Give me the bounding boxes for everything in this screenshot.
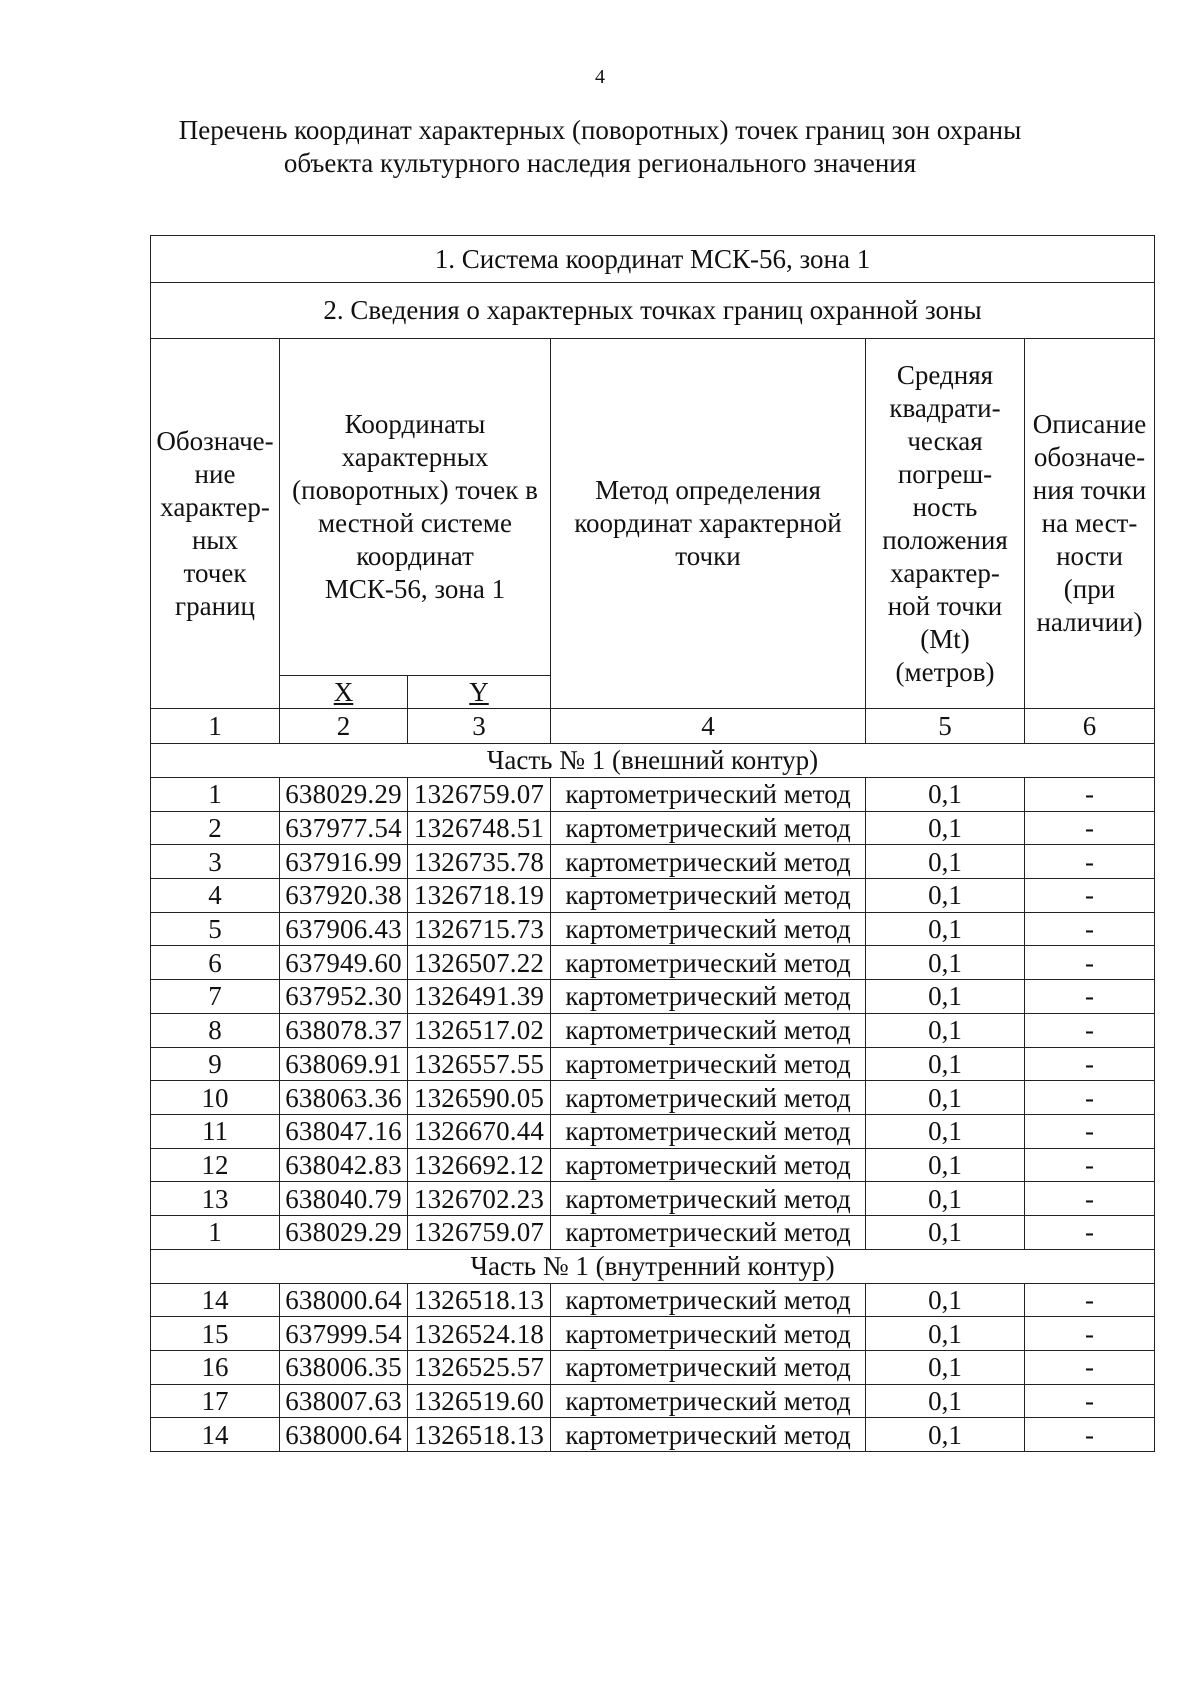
header-line: ния точки: [1032, 475, 1147, 505]
mean-error-cell: 0,1: [866, 1047, 1025, 1081]
method-cell: картометрический метод: [551, 845, 866, 879]
mean-error-cell: 0,1: [866, 811, 1025, 845]
table-row: [151, 946, 1155, 980]
x-coordinate-cell: 637999.54: [280, 1317, 408, 1351]
y-coordinate-cell: 1326518.13: [408, 1418, 551, 1452]
point-id-cell: 7: [151, 980, 280, 1014]
y-coordinate-cell: 1326759.07: [408, 1215, 551, 1249]
y-coordinate-cell: 1326524.18: [408, 1317, 551, 1351]
header-line: (при: [1063, 574, 1116, 604]
header-line: координат: [356, 541, 474, 571]
mean-error-cell: 0,1: [866, 879, 1025, 913]
mean-error-cell: 0,1: [866, 778, 1025, 812]
header-line: (поворотных) точек в: [292, 475, 538, 505]
mean-error-cell: 0,1: [866, 1148, 1025, 1182]
header-point-designation: [151, 339, 280, 709]
header-line: МСК-56, зона 1: [324, 574, 506, 604]
y-coordinate-cell: 1326518.13: [408, 1283, 551, 1317]
mean-error-cell: 0,1: [866, 1182, 1025, 1216]
point-id-cell: 4: [151, 879, 280, 913]
mean-error-cell: 0,1: [866, 1114, 1025, 1148]
table-row: [151, 879, 1155, 913]
x-coordinate-cell: 638040.79: [280, 1182, 408, 1216]
header-coordinates: [280, 339, 551, 676]
x-coordinate-cell: 638007.63: [280, 1384, 408, 1418]
header-line: квадрати-: [889, 392, 1001, 423]
point-id-cell: 14: [151, 1283, 280, 1317]
column-number: 4: [551, 709, 866, 744]
table-row: [151, 1215, 1155, 1249]
header-line: характер-: [160, 491, 270, 522]
mean-error-cell: 0,1: [866, 1384, 1025, 1418]
header-line: характерных: [341, 442, 489, 472]
table-row: [151, 1114, 1155, 1148]
table-row: [151, 1182, 1155, 1216]
method-cell: картометрический метод: [551, 1013, 866, 1047]
header-line: Описание: [1032, 409, 1147, 439]
table-row: [151, 778, 1155, 812]
x-coordinate-cell: 638042.83: [280, 1148, 408, 1182]
method-cell: картометрический метод: [551, 1047, 866, 1081]
header-line: координат характерной: [574, 508, 842, 538]
description-cell: -: [1025, 1047, 1155, 1081]
point-id-cell: 1: [151, 778, 280, 812]
boundary-info-row: 2. Сведения о характерных точках границ охранной зоны: [151, 283, 1155, 339]
header-line: наличии): [1036, 607, 1143, 637]
table-row: [151, 811, 1155, 845]
method-cell: картометрический метод: [551, 1114, 866, 1148]
y-coordinate-cell: 1326590.05: [408, 1081, 551, 1115]
x-coordinate-cell: 638000.64: [280, 1283, 408, 1317]
description-cell: -: [1025, 1081, 1155, 1115]
header-line: ности: [1056, 541, 1123, 571]
table-row: [151, 1418, 1155, 1452]
point-id-cell: 11: [151, 1114, 280, 1148]
part-title-row: Часть № 1 (внутренний контур): [151, 1249, 1155, 1283]
method-cell: картометрический метод: [551, 1081, 866, 1115]
mean-error-cell: 0,1: [866, 1351, 1025, 1385]
description-cell: -: [1025, 1283, 1155, 1317]
header-mean-error: [866, 339, 1025, 709]
description-cell: -: [1025, 1351, 1155, 1385]
method-cell: картометрический метод: [551, 879, 866, 913]
column-number: 6: [1025, 709, 1155, 744]
description-cell: -: [1025, 1148, 1155, 1182]
method-cell: картометрический метод: [551, 778, 866, 812]
point-id-cell: 17: [151, 1384, 280, 1418]
point-id-cell: 2: [151, 811, 280, 845]
y-coordinate-cell: 1326491.39: [408, 980, 551, 1014]
table-row: [151, 1081, 1155, 1115]
document-title-line-1: Перечень координат характерных (поворотных) точек границ зон охраны: [178, 115, 1022, 145]
description-cell: -: [1025, 1182, 1155, 1216]
header-line: (Mt): [920, 623, 970, 654]
table-row: [151, 1283, 1155, 1317]
table-row: [151, 1384, 1155, 1418]
point-id-cell: 5: [151, 912, 280, 946]
y-coordinate-cell: 1326718.19: [408, 879, 551, 913]
description-cell: -: [1025, 980, 1155, 1014]
point-id-cell: 1: [151, 1215, 280, 1249]
header-line: ных: [191, 524, 239, 555]
method-cell: картометрический метод: [551, 1418, 866, 1452]
x-coordinate-cell: 638078.37: [280, 1013, 408, 1047]
y-coordinate-cell: 1326525.57: [408, 1351, 551, 1385]
description-cell: -: [1025, 879, 1155, 913]
method-cell: картометрический метод: [551, 1148, 866, 1182]
header-line: ной точки: [887, 590, 1003, 621]
x-coordinate-cell: 638069.91: [280, 1047, 408, 1081]
point-id-cell: 13: [151, 1182, 280, 1216]
table-row: [151, 1047, 1155, 1081]
point-id-cell: 3: [151, 845, 280, 879]
table-row: [151, 912, 1155, 946]
x-coordinate-cell: 637906.43: [280, 912, 408, 946]
description-cell: -: [1025, 1317, 1155, 1351]
x-coordinate-cell: 637916.99: [280, 845, 408, 879]
point-id-cell: 12: [151, 1148, 280, 1182]
y-coordinate-cell: 1326519.60: [408, 1384, 551, 1418]
x-coordinate-cell: 637920.38: [280, 879, 408, 913]
table-row: [151, 1351, 1155, 1385]
y-coordinate-cell: 1326702.23: [408, 1182, 551, 1216]
header-line: характер-: [890, 557, 1000, 588]
point-id-cell: 14: [151, 1418, 280, 1452]
x-coordinate-cell: 638006.35: [280, 1351, 408, 1385]
point-id-cell: 16: [151, 1351, 280, 1385]
header-x: X: [280, 676, 408, 709]
method-cell: картометрический метод: [551, 1317, 866, 1351]
header-line: Метод определения: [595, 475, 821, 505]
description-cell: -: [1025, 946, 1155, 980]
header-line: погреш-: [897, 458, 993, 489]
point-id-cell: 9: [151, 1047, 280, 1081]
description-cell: -: [1025, 1418, 1155, 1452]
point-id-cell: 10: [151, 1081, 280, 1115]
column-number: 2: [280, 709, 408, 744]
header-line: обозначе-: [1033, 442, 1146, 472]
method-cell: картометрический метод: [551, 912, 866, 946]
description-cell: -: [1025, 912, 1155, 946]
header-method: [551, 339, 866, 709]
x-coordinate-cell: 638063.36: [280, 1081, 408, 1115]
mean-error-cell: 0,1: [866, 946, 1025, 980]
header-line: границ: [175, 590, 255, 621]
point-id-cell: 15: [151, 1317, 280, 1351]
coordinate-system-row: 1. Система координат МСК-56, зона 1: [151, 236, 1155, 283]
column-number: 3: [408, 709, 551, 744]
header-line: Средняя: [896, 359, 994, 390]
header-line: на мест-: [1041, 508, 1138, 538]
header-line: (метров): [895, 656, 995, 687]
y-coordinate-cell: 1326715.73: [408, 912, 551, 946]
y-coordinate-cell: 1326507.22: [408, 946, 551, 980]
header-line: ние: [194, 458, 236, 489]
document-title: [150, 114, 1050, 180]
x-coordinate-cell: 638047.16: [280, 1114, 408, 1148]
column-numbers-row: [151, 709, 1155, 744]
table-row: [151, 845, 1155, 879]
description-cell: -: [1025, 1013, 1155, 1047]
method-cell: картометрический метод: [551, 1182, 866, 1216]
method-cell: картометрический метод: [551, 946, 866, 980]
header-line: ческая: [907, 425, 983, 456]
x-coordinate-cell: 638029.29: [280, 1215, 408, 1249]
y-coordinate-cell: 1326557.55: [408, 1047, 551, 1081]
description-cell: -: [1025, 1384, 1155, 1418]
page-number: 4: [595, 66, 605, 88]
description-cell: -: [1025, 1114, 1155, 1148]
mean-error-cell: 0,1: [866, 845, 1025, 879]
mean-error-cell: 0,1: [866, 912, 1025, 946]
mean-error-cell: 0,1: [866, 1283, 1025, 1317]
y-coordinate-cell: 1326517.02: [408, 1013, 551, 1047]
description-cell: -: [1025, 778, 1155, 812]
method-cell: картометрический метод: [551, 811, 866, 845]
y-coordinate-cell: 1326748.51: [408, 811, 551, 845]
x-coordinate-cell: 638029.29: [280, 778, 408, 812]
description-cell: -: [1025, 1215, 1155, 1249]
mean-error-cell: 0,1: [866, 980, 1025, 1014]
header-line: местной системе: [318, 508, 512, 538]
description-cell: -: [1025, 811, 1155, 845]
method-cell: картометрический метод: [551, 1351, 866, 1385]
part-title-row: Часть № 1 (внешний контур): [151, 744, 1155, 778]
y-coordinate-cell: 1326759.07: [408, 778, 551, 812]
mean-error-cell: 0,1: [866, 1215, 1025, 1249]
y-coordinate-cell: 1326735.78: [408, 845, 551, 879]
x-coordinate-cell: 637949.60: [280, 946, 408, 980]
table-row: [151, 980, 1155, 1014]
column-number: 1: [151, 709, 280, 744]
table-row: [151, 1317, 1155, 1351]
description-cell: -: [1025, 845, 1155, 879]
header-line: Координаты: [344, 409, 486, 439]
header-line: точки: [675, 541, 741, 571]
x-coordinate-cell: 637977.54: [280, 811, 408, 845]
point-id-cell: 6: [151, 946, 280, 980]
method-cell: картометрический метод: [551, 1283, 866, 1317]
document-title-line-2: объекта культурного наследия регионального значения: [283, 148, 917, 178]
method-cell: картометрический метод: [551, 980, 866, 1014]
header-line: ность: [912, 491, 978, 522]
coordinates-table: [150, 235, 1155, 1452]
header-line: точек: [183, 557, 247, 588]
y-coordinate-cell: 1326692.12: [408, 1148, 551, 1182]
point-id-cell: 8: [151, 1013, 280, 1047]
header-line: положения: [882, 524, 1008, 555]
method-cell: картометрический метод: [551, 1215, 866, 1249]
mean-error-cell: 0,1: [866, 1317, 1025, 1351]
column-number: 5: [866, 709, 1025, 744]
mean-error-cell: 0,1: [866, 1081, 1025, 1115]
y-coordinate-cell: 1326670.44: [408, 1114, 551, 1148]
x-coordinate-cell: 637952.30: [280, 980, 408, 1014]
mean-error-cell: 0,1: [866, 1418, 1025, 1452]
x-coordinate-cell: 638000.64: [280, 1418, 408, 1452]
mean-error-cell: 0,1: [866, 1013, 1025, 1047]
table-row: [151, 1013, 1155, 1047]
header-line: Обозначе-: [156, 425, 274, 456]
table-row: [151, 1148, 1155, 1182]
method-cell: картометрический метод: [551, 1384, 866, 1418]
header-y: Y: [408, 676, 551, 709]
header-description: [1025, 339, 1155, 709]
